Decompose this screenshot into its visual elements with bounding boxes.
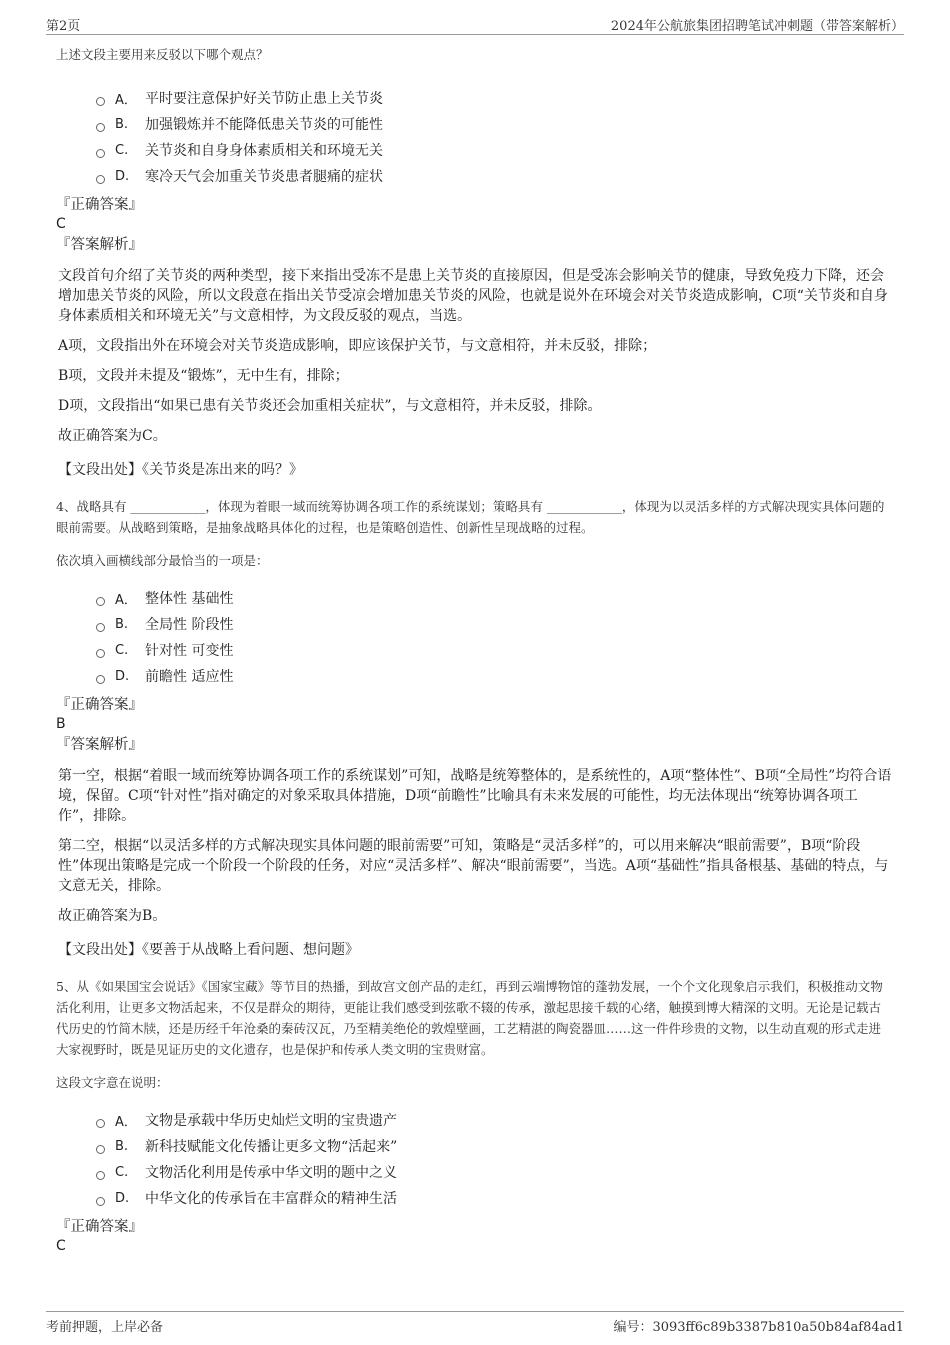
radio-icon[interactable] bbox=[96, 1145, 105, 1154]
answer-value: C bbox=[56, 1238, 66, 1254]
option-a[interactable] bbox=[96, 1107, 892, 1133]
option-text: 加强锻炼并不能降低患关节炎的可能性 bbox=[145, 117, 383, 133]
explanation-paragraph: 故正确答案为B。 bbox=[58, 908, 167, 924]
explanation-paragraph: 第二空，根据“以灵活多样的方式解决现实具体问题的眼前需要”可知，策略是“灵活多样”的，可以用来解决“眼前需要”，B项“阶段性”体现出策略是完成一个阶段一个阶段的任务，对应“灵活多样”、解决“眼前需要”，当选。A项“基础性”指具备根基、基础的特点，与文意无关，排除。 bbox=[58, 838, 889, 894]
option-c[interactable] bbox=[96, 637, 892, 663]
option-list bbox=[96, 85, 892, 189]
question-text: 5、从《如果国宝会说话》《国家宝藏》等节目的热播，到故宫文创产品的走红，再到云端博物馆的蓬勃发展，一个个文化现象启示我们，积极推动文物活化利用，让更多文物活起来，不仅是群众的期待，更能让我们感受到弦歌不辍的传承，激起思接千载的心绪，触摸到博大精深的文明。无论是记载古代历史的竹简木牍，还是历经千年沧桑的秦砖汉瓦，乃至精美绝伦的敦煌壁画，工艺精湛的陶瓷器皿……这一件件珍贵的文物，以生动直观的形式走进大家视野时，既是见证历史的文化遗存，也是保护和传承人类文明的宝贵财富。 bbox=[56, 979, 883, 1057]
explanation-paragraph: 故正确答案为C。 bbox=[58, 428, 167, 444]
option-letter: B. bbox=[115, 1138, 129, 1154]
option-letter: A． bbox=[115, 92, 137, 108]
radio-icon[interactable] bbox=[96, 675, 105, 684]
explanation-paragraph: A项，文段指出外在环境会对关节炎造成影响，即应该保护关节，与文意相符，并未反驳，排除； bbox=[58, 338, 657, 354]
option-letter: D. bbox=[115, 168, 130, 184]
option-b[interactable] bbox=[96, 111, 892, 137]
option-letter: C. bbox=[115, 642, 129, 658]
answer-label: 『正确答案』 bbox=[56, 697, 143, 713]
question-text: 4、战略具有 ____________，体现为着眼一域而统筹协调各项工作的系统谋划；策略具有 ____________，体现为以灵活多样的方式解决现实具体问题的眼前需要。从战略到策略，是抽象战略具体化的过程，也是策略创造性、创新性呈现战略的过程。 bbox=[56, 499, 885, 535]
option-text: 关节炎和自身身体素质相关和环境无关 bbox=[145, 143, 383, 159]
option-letter: A． bbox=[115, 1114, 137, 1130]
option-text: 整体性 基础性 bbox=[145, 591, 234, 607]
radio-icon[interactable] bbox=[96, 649, 105, 658]
explanation-paragraph: 文段首句介绍了关节炎的两种类型，接下来指出受冻不是患上关节炎的直接原因，但是受冻会影响关节的健康，导致免疫力下降，还会增加患关节炎的风险，所以文段意在指出关节受凉会增加患关节炎的风险，也就是说外在环境会对关节炎造成影响，C项“关节炎和自身身体素质相关和环境无关”与文意相悖，为文段反驳的观点，当选。 bbox=[58, 268, 888, 324]
radio-icon[interactable] bbox=[96, 1119, 105, 1128]
option-b[interactable] bbox=[96, 1133, 892, 1159]
option-text: 新科技赋能文化传播让更多文物“活起来” bbox=[145, 1139, 398, 1155]
explanation-paragraph: D项，文段指出“如果已患有关节炎还会加重相关症状”，与文意相符，并未反驳，排除。 bbox=[58, 398, 602, 414]
answer-label: 『正确答案』 bbox=[56, 197, 143, 213]
radio-icon[interactable] bbox=[96, 1197, 105, 1206]
answer-label: 『正确答案』 bbox=[56, 1219, 143, 1235]
option-list bbox=[96, 1107, 892, 1211]
radio-icon[interactable] bbox=[96, 597, 105, 606]
explanation-label: 『答案解析』 bbox=[56, 237, 143, 253]
option-text: 平时要注意保护好关节防止患上关节炎 bbox=[145, 91, 383, 107]
option-d[interactable] bbox=[96, 663, 892, 689]
option-letter: D. bbox=[115, 668, 130, 684]
radio-icon[interactable] bbox=[96, 175, 105, 184]
explanation-label: 『答案解析』 bbox=[56, 737, 143, 753]
source-citation: 【文段出处】《关节炎是冻出来的吗？》 bbox=[58, 462, 303, 478]
document-code: 编号：3093ff6c89b3387b810a50b84af84ad1 bbox=[613, 1320, 904, 1335]
option-a[interactable] bbox=[96, 585, 892, 611]
option-letter: C. bbox=[115, 1164, 129, 1180]
explanation-paragraph: B项，文段并未提及“锻炼”，无中生有，排除； bbox=[58, 368, 349, 384]
option-list bbox=[96, 585, 892, 689]
question-prompt: 这段文字意在说明： bbox=[56, 1075, 169, 1090]
option-letter: C. bbox=[115, 142, 129, 158]
radio-icon[interactable] bbox=[96, 149, 105, 158]
footer-note: 考前押题，上岸必备 bbox=[46, 1320, 164, 1335]
radio-icon[interactable] bbox=[96, 1171, 105, 1180]
option-d[interactable] bbox=[96, 1185, 892, 1211]
option-d[interactable] bbox=[96, 163, 892, 189]
radio-icon[interactable] bbox=[96, 123, 105, 132]
option-c[interactable] bbox=[96, 1159, 892, 1185]
option-text: 文物活化利用是传承中华文明的题中之义 bbox=[145, 1165, 397, 1181]
document-content bbox=[56, 44, 892, 1271]
page-header bbox=[46, 14, 904, 35]
radio-icon[interactable] bbox=[96, 623, 105, 632]
option-letter: D. bbox=[115, 1190, 130, 1206]
option-text: 前瞻性 适应性 bbox=[145, 669, 234, 685]
option-text: 全局性 阶段性 bbox=[145, 617, 234, 633]
question-prompt: 依次填入画横线部分最恰当的一项是： bbox=[56, 553, 269, 568]
question-prompt: 上述文段主要用来反驳以下哪个观点？ bbox=[56, 47, 269, 62]
radio-icon[interactable] bbox=[96, 97, 105, 106]
page-footer bbox=[46, 1311, 904, 1335]
option-text: 寒冷天气会加重关节炎患者腿痛的症状 bbox=[145, 169, 383, 185]
option-c[interactable] bbox=[96, 137, 892, 163]
option-letter: B. bbox=[115, 616, 129, 632]
question-3 bbox=[56, 44, 892, 480]
page-number: 第2页 bbox=[46, 19, 81, 34]
answer-value: C bbox=[56, 216, 66, 232]
option-letter: A． bbox=[115, 592, 137, 608]
answer-value: B bbox=[56, 716, 66, 732]
option-text: 文物是承载中华历史灿烂文明的宝贵遗产 bbox=[145, 1113, 397, 1129]
option-text: 中华文化的传承旨在丰富群众的精神生活 bbox=[145, 1191, 397, 1207]
option-text: 针对性 可变性 bbox=[145, 643, 234, 659]
option-b[interactable] bbox=[96, 611, 892, 637]
explanation-paragraph: 第一空，根据“着眼一域而统筹协调各项工作的系统谋划”可知，战略是统筹整体的，是系统性的，A项“整体性”、B项“全局性”均符合语境，保留。C项“针对性”指对确定的对象采取具体措施，D项“前瞻性”比喻具有未来发展的可能性，均无法体现出“统筹协调各项工作”，排除。 bbox=[58, 768, 892, 824]
question-4 bbox=[56, 496, 892, 960]
document-title: 2024年公航旅集团招聘笔试冲刺题（带答案解析） bbox=[610, 19, 904, 34]
question-5 bbox=[56, 976, 892, 1255]
option-letter: B. bbox=[115, 116, 129, 132]
option-a[interactable] bbox=[96, 85, 892, 111]
source-citation: 【文段出处】《要善于从战略上看问题、想问题》 bbox=[58, 942, 359, 958]
